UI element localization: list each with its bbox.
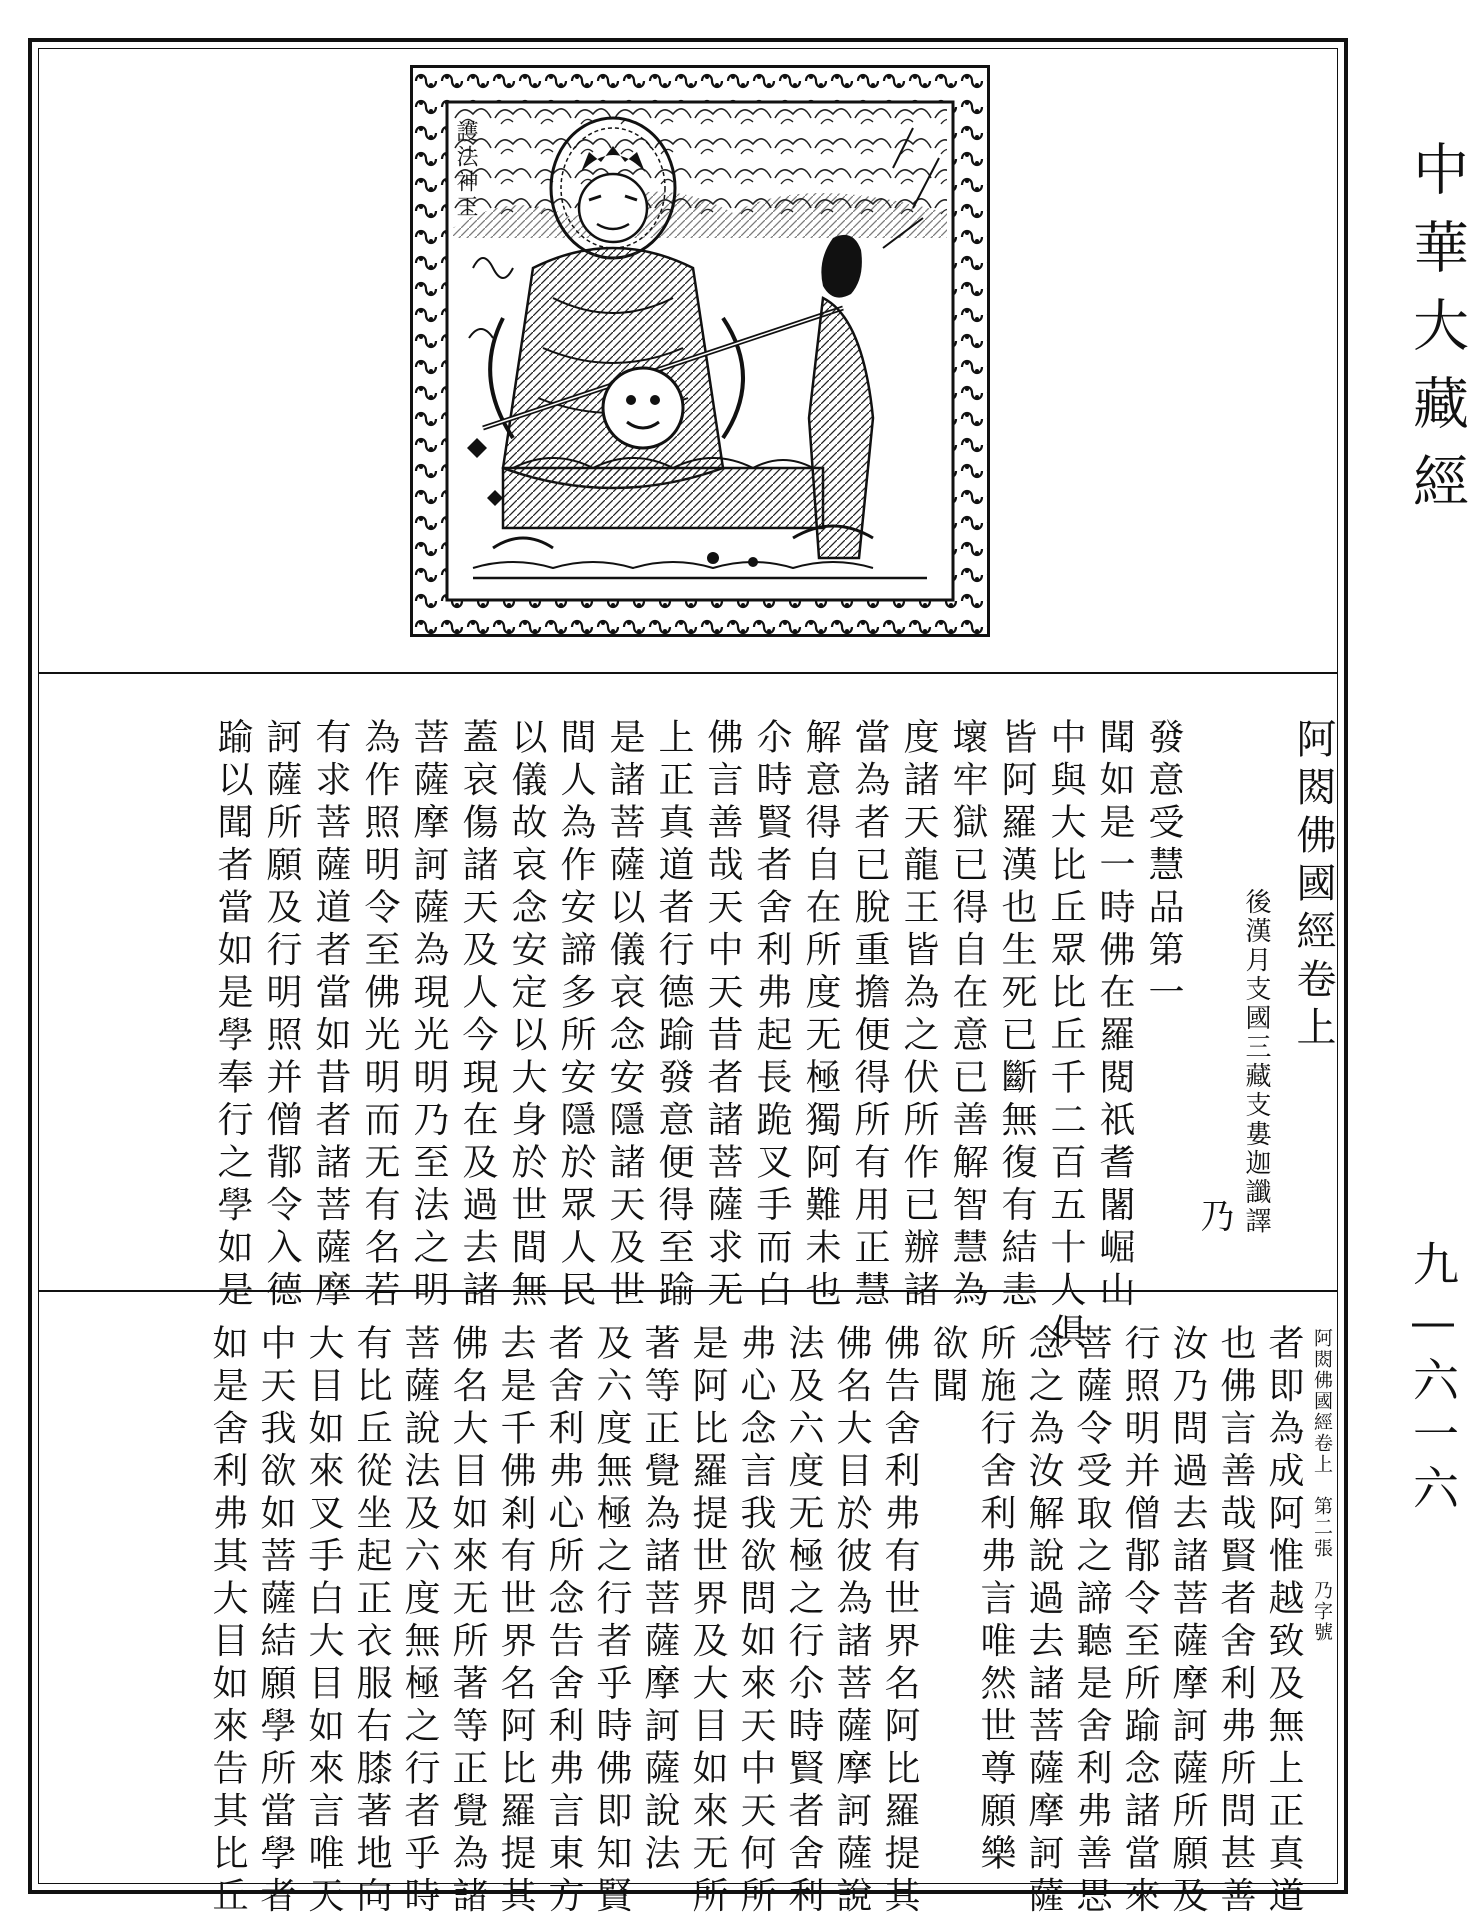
volume-mark: 乃: [1194, 1198, 1234, 1239]
text-line: 佛名大目於彼為諸菩薩摩訶薩說: [831, 1324, 872, 1919]
text-line: 去是千佛剎有世界名阿比羅提其: [495, 1324, 536, 1919]
text-line: 汝乃問過去諸菩薩摩訶薩所願及: [1167, 1324, 1208, 1919]
text-line: 有比丘從坐起正衣服右膝著地向: [351, 1324, 392, 1919]
text-line: 以儀故哀念安定以大身於世間無: [506, 718, 547, 1313]
sheet-note: 阿閦佛國經卷上 第二張 乃字號: [1311, 1328, 1333, 1643]
text-line: 皆阿羅漢也生死已斷無復有結恚: [996, 718, 1037, 1313]
text-line: 壞牢獄已得自在意已善解智慧為: [947, 718, 988, 1313]
text-line: 解意得自在所度无極獨阿難未也: [800, 718, 841, 1313]
text-line: 中與大比丘眾比丘千二百五十人俱: [1045, 718, 1086, 1356]
text-line: 菩薩摩訶薩為現光明乃至法之明: [408, 718, 449, 1313]
text-line: 佛名大目如來无所著等正覺為諸: [447, 1324, 488, 1919]
text-line: 所施行舍利弗言唯然世尊願樂: [975, 1324, 1016, 1877]
text-line: 佛言善哉天中天昔者諸菩薩求无: [702, 718, 743, 1313]
text-line: 聞如是一時佛在羅閱祇耆闍崛山: [1094, 718, 1135, 1313]
text-line: 著等正覺為諸菩薩摩訶薩說法: [639, 1324, 680, 1877]
page-number: 九—六一六: [1406, 1240, 1460, 1518]
text-line: 菩薩說法及六度無極之行者乎時: [399, 1324, 440, 1919]
text-line: 法及六度无極之行尒時賢者舍利: [783, 1324, 824, 1919]
text-line: 踰以聞者當如是學奉行之學如是: [212, 718, 253, 1313]
text-line: 者舍利弗心所念告舍利弗言東方: [543, 1324, 584, 1919]
text-line: 訶薩所願及行明照并僧鄁令入德: [261, 718, 302, 1313]
text-line: 中天我欲如菩薩結願學所當學者: [255, 1324, 296, 1919]
translator-credit: 後漢月支國三藏支婁迦讖譯: [1241, 888, 1271, 1236]
sutra-section-1: [208, 718, 1337, 1356]
text-line: 上正真道者行德踰發意便得至踰: [653, 718, 694, 1313]
illustration-label: 護法神王: [453, 120, 478, 220]
text-line: 大目如來叉手白大目如來言唯天: [303, 1324, 344, 1919]
text-line: 行照明并僧鄁令至所踰念諸當來: [1119, 1324, 1160, 1919]
guardian-deity-woodcut-icon: [410, 65, 990, 637]
text-line: 欲聞: [927, 1324, 968, 1409]
divider-illustration: [38, 672, 1338, 674]
text-line: 間人為作安諦多所安隱於眾人民: [555, 718, 596, 1313]
collection-title: 中華大藏經: [1404, 140, 1469, 530]
text-line: 者即為成阿惟越致及無上正真道: [1263, 1324, 1304, 1919]
text-line: 佛告舍利弗有世界名阿比羅提其: [879, 1324, 920, 1919]
text-line: 為作照明令至佛光明而无有名若: [359, 718, 400, 1313]
sutra-section-2: [203, 1324, 1337, 1919]
chapter-title: 發意受慧品第一: [1143, 718, 1184, 1016]
text-line: 如是舍利弗其大目如來告其比丘: [207, 1324, 248, 1919]
text-line: 有求菩薩道者當如昔者諸菩薩摩: [310, 718, 351, 1313]
sutra-title: 阿閦佛國經卷上: [1290, 718, 1336, 1054]
text-line: 尒時賢者舍利弗起長跪叉手而白: [751, 718, 792, 1313]
text-line: 是阿比羅提世界及大目如來无所: [687, 1324, 728, 1919]
text-line: 當為者已脫重擔便得所有用正慧: [849, 718, 890, 1313]
text-line: 也佛言善哉賢者舍利弗所問甚善: [1215, 1324, 1256, 1919]
text-line: 菩薩令受取之諦聽是舍利弗善思: [1071, 1324, 1112, 1919]
text-line: 蓋哀傷諸天及人今現在及過去諸: [457, 718, 498, 1313]
text-line: 是諸菩薩以儀哀念安隱諸天及世: [604, 718, 645, 1313]
text-line: 念之為汝解說過去諸菩薩摩訶薩: [1023, 1324, 1064, 1919]
text-line: 度諸天龍王皆為之伏所作已辦諸: [898, 718, 939, 1313]
text-line: 及六度無極之行者乎時佛即知賢: [591, 1324, 632, 1919]
text-line: 弗心念言我欲問如來天中天何所: [735, 1324, 776, 1919]
